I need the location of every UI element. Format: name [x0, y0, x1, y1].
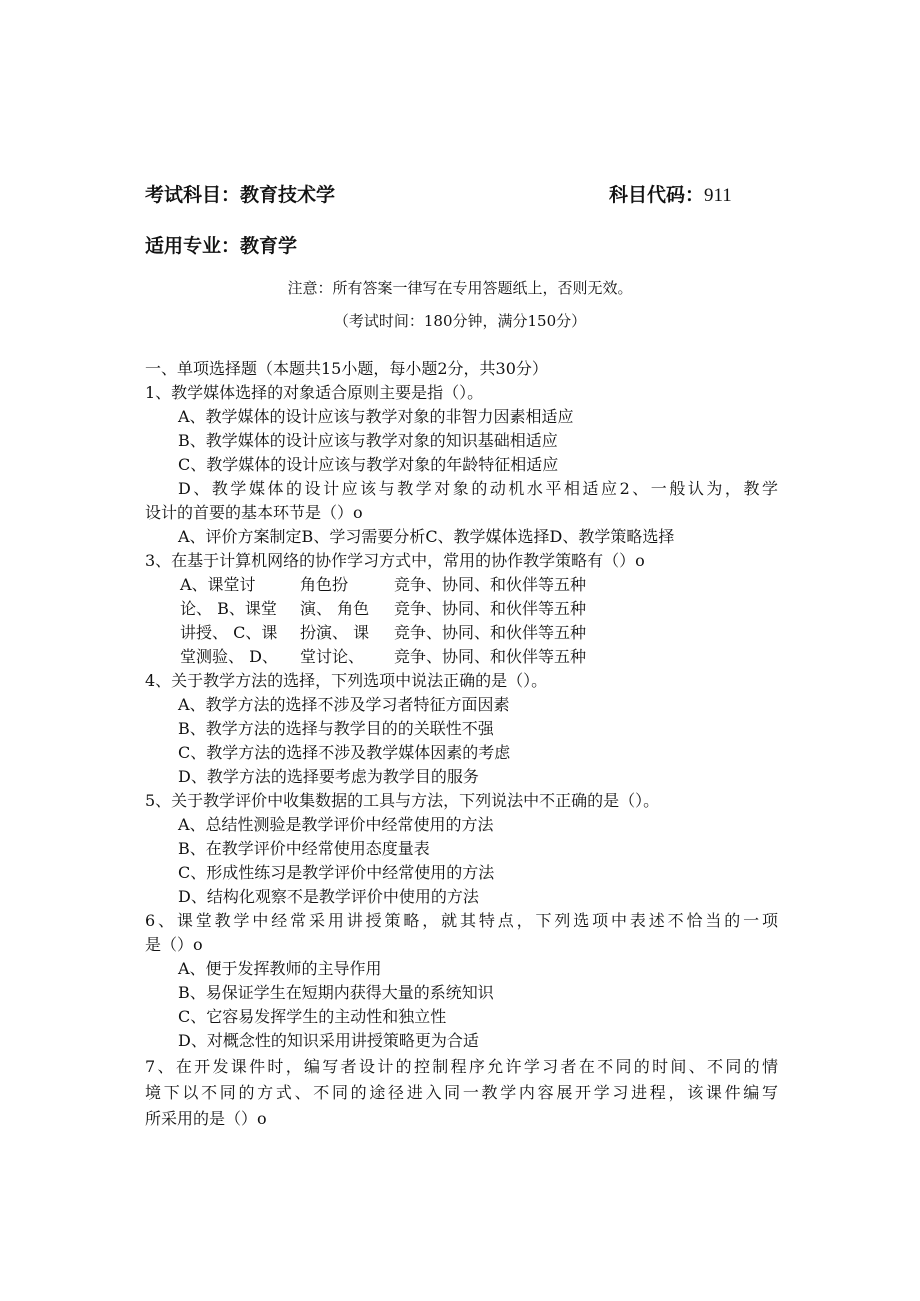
exam-time-line: （考试时间：180分钟，满分150分）: [333, 312, 587, 330]
code-label: 科目代码：: [609, 184, 705, 206]
question-5-option-d: D、结构化观察不是教学评价中使用的方法: [178, 887, 479, 906]
question-3-col1-row3: 讲授、 C、课: [180, 623, 278, 642]
question-3-col3-row1: 竞争、协同、和伙伴等五种: [394, 575, 587, 594]
question-3-col3-row4: 竞争、协同、和伙伴等五种: [394, 647, 587, 666]
question-3-stem: 3、在基于计算机网络的协作学习方式中，常用的协作教学策略有（）o: [145, 551, 645, 570]
question-2-options: A、评价方案制定B、学习需要分析C、教学媒体选择D、教学策略选择: [178, 527, 675, 546]
question-5-option-b: B、在教学评价中经常使用态度量表: [178, 839, 430, 858]
question-6-option-c: C、它容易发挥学生的主动性和独立性: [178, 1007, 447, 1026]
question-7-stem-line2: 境下以不同的方式、不同的途径进入同一教学内容展开学习进程，该课件编写: [145, 1083, 778, 1102]
question-3-col1-row4: 堂测验、 D、: [180, 647, 278, 666]
question-5-stem: 5、关于教学评价中收集数据的工具与方法，下列说法中不正确的是（）。: [145, 791, 660, 810]
question-4-stem: 4、关于教学方法的选择，下列选项中说法正确的是（）。: [145, 671, 548, 690]
question-5-option-a: A、总结性测验是教学评价中经常使用的方法: [178, 815, 494, 834]
question-1-option-b: B、教学媒体的设计应该与教学对象的知识基础相适应: [178, 431, 558, 450]
question-6-stem-line1: 6、课堂教学中经常采用讲授策略，就其特点，下列选项中表述不恰当的一项: [145, 911, 778, 930]
question-1-stem: 1、教学媒体选择的对象适合原则主要是指（）。: [145, 383, 484, 402]
major-heading: [145, 231, 297, 258]
major-name: 教育学: [240, 235, 298, 257]
question-6-option-d: D、对概念性的知识采用讲授策略更为合适: [178, 1031, 479, 1050]
question-4-option-d: D、教学方法的选择要考虑为教学目的服务: [178, 767, 479, 786]
question-3-col2-row3: 扮演、 课: [300, 623, 370, 642]
question-1-option-c: C、教学媒体的设计应该与教学对象的年龄特征相适应: [178, 455, 559, 474]
question-6-stem-line2: 是（）o: [145, 935, 203, 954]
question-5-option-c: C、形成性练习是教学评价中经常使用的方法: [178, 863, 495, 882]
subject-code-heading: [609, 180, 732, 207]
major-label: 适用专业：: [145, 235, 241, 257]
question-4-option-a: A、教学方法的选择不涉及学习者特征方面因素: [178, 695, 510, 714]
question-7-stem-line3: 所采用的是（）o: [145, 1109, 267, 1128]
question-6-option-a: A、便于发挥教师的主导作用: [178, 959, 382, 978]
code-value: 911: [704, 185, 732, 206]
question-4-option-c: C、教学方法的选择不涉及教学媒体因素的考虑: [178, 743, 511, 762]
question-7-stem-line1: 7、在开发课件时，编写者设计的控制程序允许学习者在不同的时间、不同的情: [145, 1057, 778, 1076]
question-6-option-b: B、易保证学生在短期内获得大量的系统知识: [178, 983, 494, 1002]
question-3-col1-row1: A、课堂讨: [180, 575, 256, 594]
question-3-col1-row2: 论、 B、课堂: [180, 599, 277, 618]
notice-line: 注意：所有答案一律写在专用答题纸上，否则无效。: [287, 279, 633, 297]
subject-name: 教育技术学: [240, 184, 336, 206]
subject-heading: [145, 180, 335, 207]
question-3-col2-row4: 堂讨论、: [300, 647, 365, 666]
question-3-col2-row1: 角色扮: [300, 575, 349, 594]
question-3-col3-row3: 竞争、协同、和伙伴等五种: [394, 623, 587, 642]
section-title: 一、单项选择题（本题共15小题，每小题2分，共30分）: [145, 359, 548, 378]
question-4-option-b: B、教学方法的选择与教学目的的关联性不强: [178, 719, 494, 738]
question-1-option-d: D、教学媒体的设计应该与教学对象的动机水平相适应2、一般认为，教学: [178, 479, 778, 498]
question-2-stem: 设计的首要的基本环节是（）o: [145, 503, 363, 522]
question-3-col2-row2: 演、 角色: [300, 599, 370, 618]
question-3-col3-row2: 竞争、协同、和伙伴等五种: [394, 599, 587, 618]
question-1-option-a: A、教学媒体的设计应该与教学对象的非智力因素相适应: [178, 407, 574, 426]
subject-label: 考试科目：: [145, 184, 241, 206]
